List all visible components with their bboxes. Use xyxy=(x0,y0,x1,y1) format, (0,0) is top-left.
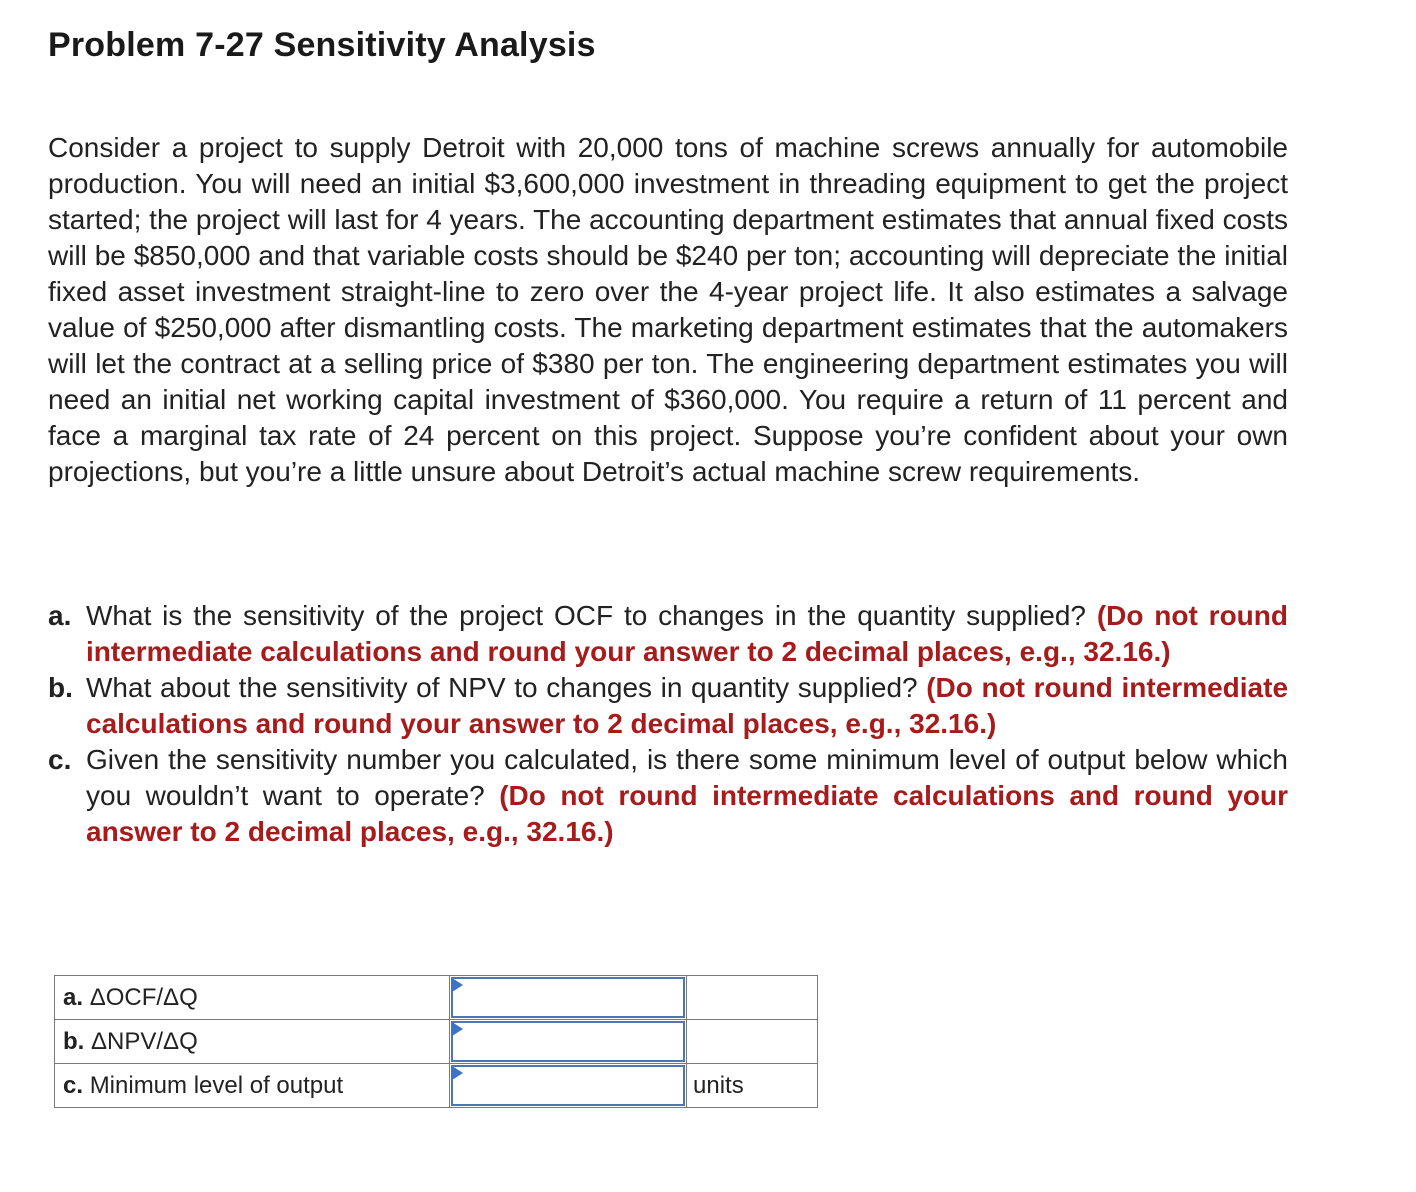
input-flag-icon xyxy=(452,1022,463,1036)
question-text: What about the sensitivity of NPV to changes in quantity supplied? xyxy=(86,672,918,703)
question-text: What is the sensitivity of the project OCF to changes in the quantity supplied? xyxy=(86,600,1086,631)
answer-letter: b. xyxy=(63,1027,85,1055)
answer-table xyxy=(54,975,818,1108)
answer-input-cell xyxy=(450,1020,687,1064)
answer-row-c xyxy=(55,1064,818,1108)
answer-label-text: ΔNPV/ΔQ xyxy=(91,1027,198,1055)
question-marker: a. xyxy=(48,600,72,631)
rounding-note: (Do not round intermediate calculations and round your answer to 2 decimal places, e.g., 32.16.) xyxy=(86,600,1288,667)
answer-letter: a. xyxy=(63,983,84,1011)
answer-input-cell xyxy=(450,1064,687,1108)
answer-input-cell xyxy=(450,976,687,1020)
ocf-sensitivity-input[interactable] xyxy=(451,977,685,1018)
answer-label xyxy=(55,976,450,1020)
rounding-note: (Do not round intermediate calculations and round your answer to 2 decimal places, e.g., 32.16.) xyxy=(86,780,1289,847)
npv-sensitivity-input[interactable] xyxy=(451,1021,685,1062)
answer-label-text: ΔOCF/ΔQ xyxy=(89,983,198,1011)
problem-statement: Consider a project to supply Detroit with 20,000 tons of machine screws annually for automobile production. You will need an initial $3,600,000 investment in threading equipment to get the project started; the project will last for 4 years. The accounting department estimates that annual fixed costs will be $850,000 and that variable costs should be $240 per ton; accounting will depreciate the initial fixed asset investment straight-line to zero over the 4-year project life. It also estimates a salvage value of $250,000 after dismantling costs. The marketing department estimates that the automakers will let the contract at a selling price of $380 per ton. The engineering department estimates you will need an initial net working capital investment of $360,000. You require a return of 11 percent and face a marginal tax rate of 24 percent on this project. Suppose you’re confident about your own projections, but you’re a little unsure about Detroit’s actual machine screw requirements. xyxy=(48,132,1288,487)
page-title: Problem 7-27 Sensitivity Analysis xyxy=(48,26,596,64)
minimum-output-input[interactable] xyxy=(451,1065,685,1106)
question-text: Given the sensitivity number you calculated, is there some minimum level of output below which you wouldn’t want to operate? xyxy=(86,744,1288,811)
unit-label xyxy=(687,1020,818,1064)
answer-label xyxy=(55,1020,450,1064)
answer-label xyxy=(55,1064,450,1108)
question-c xyxy=(48,742,1288,850)
question-a xyxy=(48,598,1288,670)
question-list xyxy=(48,598,1288,850)
question-marker: b. xyxy=(48,672,73,703)
question-marker: c. xyxy=(48,744,72,775)
unit-label: units xyxy=(687,1064,818,1108)
rounding-note: (Do not round intermediate calculations and round your answer to 2 decimal places, e.g., 32.16.) xyxy=(86,672,1289,739)
question-b xyxy=(48,670,1288,742)
input-flag-icon xyxy=(452,978,463,992)
answer-letter: c. xyxy=(63,1071,84,1099)
answer-label-text: Minimum level of output xyxy=(89,1071,344,1099)
unit-label xyxy=(687,976,818,1020)
answer-row-b xyxy=(55,1020,818,1064)
input-flag-icon xyxy=(452,1066,463,1080)
answer-row-a xyxy=(55,976,818,1020)
